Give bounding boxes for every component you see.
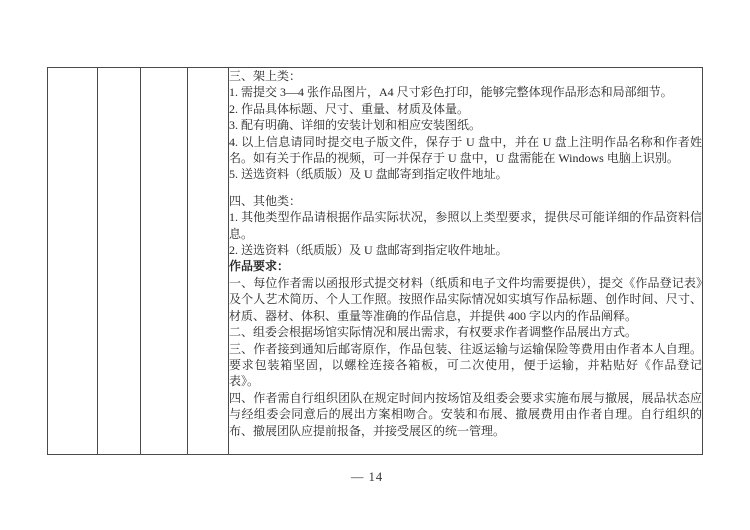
para-blank-line: [229, 183, 702, 193]
para-rack-item-3: 3. 配有明确、详细的安装计划和相应安装图纸。: [229, 118, 482, 133]
para-other-item-1: 1. 其他类型作品请根据作品实际状况，参照以上类型要求，提供尽可能详细的作品资料信息。: [229, 210, 702, 241]
page-footer: [47, 470, 687, 485]
requirements-text-cell: [229, 68, 703, 455]
para-requirement-2: 二、组委会根据场馆实际情况和展出需求，有权要求作者调整作品展出方式。: [229, 325, 638, 340]
page-number: — 14: [350, 470, 384, 484]
para-requirement-4: 四、作者需自行组织团队在规定时间内按场馆及组委会要求实施布展与撤展，展品状态应与经组委会同意后的展出方案相吻合。安装和布展、撤展费用由作者自理。自行组织的布、撤展团队应提前报备，并接受展区的统一管理。: [229, 390, 702, 438]
para-other-item-2: 2. 送选资料（纸质版）及 U 盘邮寄到指定收件地址。: [229, 243, 508, 258]
para-requirement-3: 三、作者接到通知后邮寄原作，作品包装、往返运输与运输保险等费用由作者本人自理。要求包装箱坚固，以螺栓连接各箱板，可二次使用，便于运输，并粘贴好《作品登记表》。: [229, 341, 702, 389]
para-rack-category-heading: 三、架上类：: [229, 69, 302, 83]
para-rack-item-4: 4. 以上信息请同时提交电子版文件，保存于 U 盘中，并在 U 盘上注明作品名称和作者姓名。如有关于作品的视频，可一并保存于 U 盘中，U 盘需能在 Windows 电脑上识别。: [229, 134, 702, 166]
submission-requirements-table: [47, 67, 703, 455]
para-rack-item-1: 1. 需提交 3—4 张作品图片，A4 尺寸彩色打印，能够完整体现作品形态和局部细节。: [229, 85, 673, 100]
para-work-requirements-heading: 作品要求：: [229, 259, 290, 274]
para-rack-item-5: 5. 送选资料（纸质版）及 U 盘邮寄到指定收件地址。: [229, 167, 508, 182]
table-row: [48, 68, 703, 455]
para-requirement-1: 一、每位作者需以函报形式提交材料（纸质和电子文件均需要提供），提交《作品登记表》及个人艺术简历、个人工作照。按照作品实际情况如实填写作品标题、创作时间、尺寸、材质、器材、体积、重量等准确的作品信息，并提供 400 字以内的作品阐释。: [229, 275, 702, 323]
empty-cell-3: [141, 68, 188, 455]
empty-cell-1: [48, 68, 98, 455]
para-rack-item-2: 2. 作品具体标题、尺寸、重量、材质及体量。: [229, 101, 470, 116]
empty-cell-4: [188, 68, 229, 455]
para-other-category-heading: 四、其他类：: [229, 193, 302, 208]
empty-cell-2: [98, 68, 141, 455]
